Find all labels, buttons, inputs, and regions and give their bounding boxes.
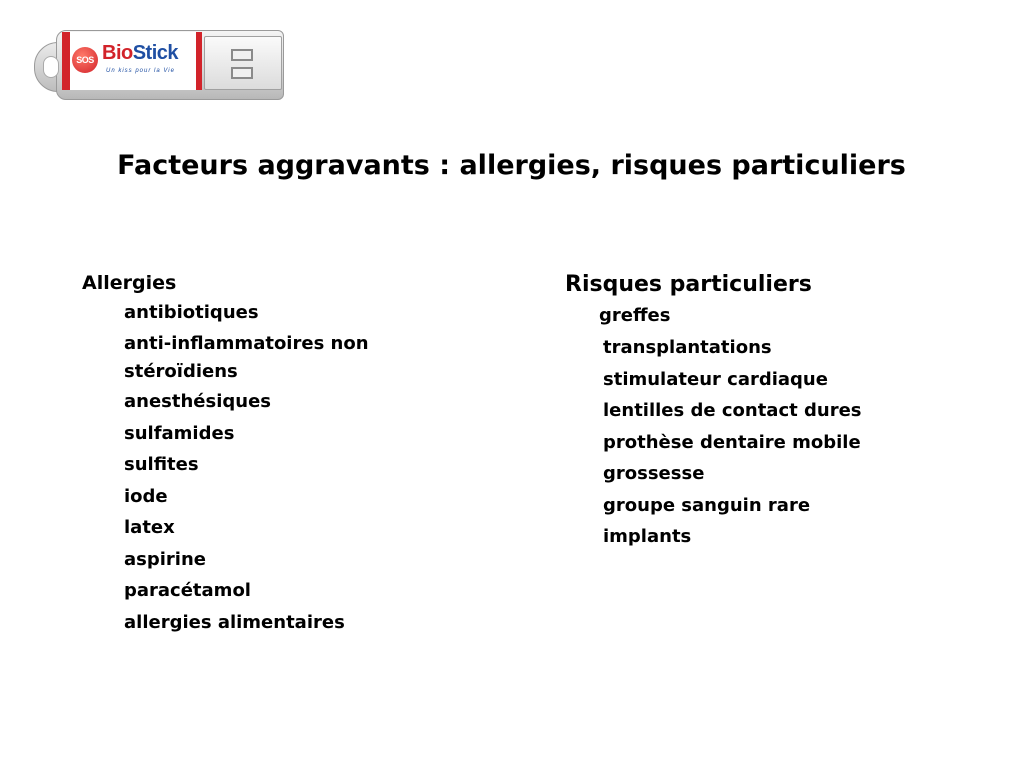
page-title: Facteurs aggravants : allergies, risques particuliers bbox=[117, 150, 906, 181]
list-item: lentilles de contact dures bbox=[603, 400, 862, 421]
risques-heading: Risques particuliers bbox=[565, 272, 812, 297]
list-item-text: anti-inflammatoires non stéroïdiens bbox=[124, 333, 369, 382]
list-item: anesthésiques bbox=[124, 391, 272, 412]
list-item: groupe sanguin rare bbox=[603, 494, 811, 516]
usb-keyring-hole bbox=[43, 56, 59, 78]
brand-part-stick: Stick bbox=[132, 42, 179, 64]
list-item: latex bbox=[124, 517, 175, 538]
list-item: sulfites bbox=[124, 454, 199, 475]
risques-column bbox=[565, 270, 985, 553]
allergies-list bbox=[82, 296, 502, 638]
list-item: aspirine bbox=[124, 548, 206, 570]
biostick-logo bbox=[34, 26, 284, 104]
list-item: antibiotiques bbox=[124, 302, 259, 323]
usb-connector bbox=[204, 36, 282, 90]
allergies-column bbox=[82, 270, 502, 638]
list-item: iode bbox=[124, 485, 168, 507]
list-item: stimulateur cardiaque bbox=[603, 368, 828, 390]
usb-pin bbox=[231, 67, 253, 79]
list-item: paracétamol bbox=[124, 580, 251, 601]
brand-part-bio: Bio bbox=[102, 42, 133, 64]
logo-label bbox=[62, 32, 202, 90]
brand-name bbox=[102, 42, 178, 65]
risques-list bbox=[565, 300, 985, 553]
list-item: sulfamides bbox=[124, 422, 235, 444]
list-item: prothèse dentaire mobile bbox=[603, 431, 861, 453]
list-item: greffes bbox=[599, 305, 671, 326]
list-item: grossesse bbox=[603, 463, 705, 484]
brand-tagline: Un kiss pour la Vie bbox=[106, 68, 175, 74]
list-item: implants bbox=[603, 526, 692, 547]
sos-badge-icon: SOS bbox=[72, 47, 98, 73]
list-item bbox=[82, 330, 502, 386]
list-item: transplantations bbox=[603, 337, 772, 358]
list-item: allergies alimentaires bbox=[124, 611, 345, 633]
usb-pin bbox=[231, 49, 253, 61]
allergies-heading: Allergies bbox=[82, 272, 177, 294]
